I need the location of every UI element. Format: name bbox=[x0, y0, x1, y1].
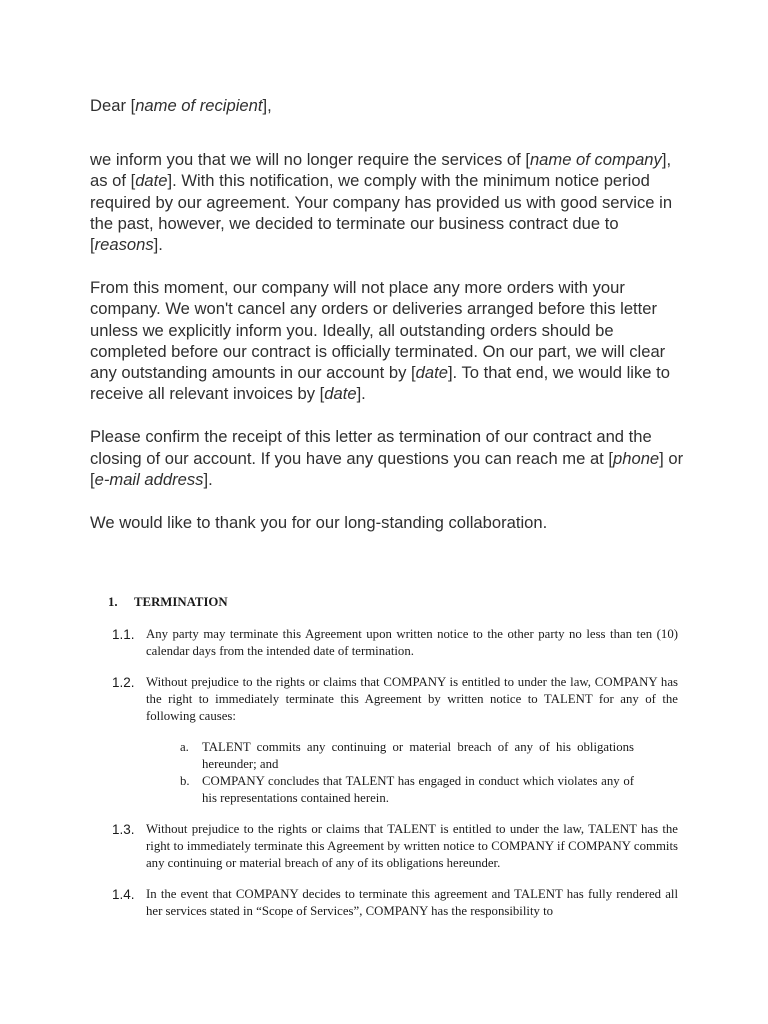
clause-number: 1.4. bbox=[112, 887, 135, 902]
section-number: 1. bbox=[108, 595, 118, 609]
placeholder-field: phone bbox=[613, 448, 660, 468]
text-run: ]. bbox=[203, 469, 213, 489]
clause-1-1 bbox=[108, 626, 678, 660]
text-run: From this moment, our company will not place any more orders with your company. We won't cancel any orders or deliveries arranged before this letter unless we explicitly inform you. Ideally, all outstanding orders should be completed before our contract is officially terminated. On our part, we will clear any outstanding amounts in our account by [ bbox=[90, 278, 666, 383]
list-item-text: COMPANY concludes that TALENT has engaged in conduct which violates any of his representations contained herein. bbox=[202, 774, 634, 805]
list-item-letter: b. bbox=[180, 774, 190, 788]
clause-text: Without prejudice to the rights or claims that TALENT is entitled to under the law, TALENT has the right to immediately terminate this Agreement by written notice to COMPANY if COMPANY commits any continuing or material breach of any of its obligations hereunder. bbox=[146, 822, 678, 870]
clause-number: 1.1. bbox=[112, 627, 135, 642]
termination-causes-list bbox=[108, 739, 678, 807]
list-item bbox=[108, 739, 634, 773]
text-run: we inform you that we will no longer require the services of [ bbox=[90, 150, 530, 170]
letter-paragraph-services bbox=[90, 149, 690, 255]
section-title: TERMINATION bbox=[134, 595, 228, 609]
clause-1-2 bbox=[108, 674, 678, 725]
placeholder-field: reasons bbox=[94, 235, 154, 255]
placeholder-field: name of company bbox=[529, 150, 662, 170]
clause-number: 1.3. bbox=[112, 822, 135, 837]
section-heading bbox=[108, 594, 678, 611]
clause-text: Without prejudice to the rights or claims that COMPANY is entitled to under the law, COMPANY has the right to immediately terminate this Agreement by written notice to TALENT for any of the following causes: bbox=[146, 675, 678, 723]
list-item-text: TALENT commits any continuing or material breach of any of his obligations hereunder; and bbox=[202, 740, 634, 771]
clause-text: In the event that COMPANY decides to terminate this agreement and TALENT has fully rendered all her services stated in “Scope of Services”, COMPANY has the responsibility to bbox=[146, 887, 678, 918]
text-run: Please confirm the receipt of this letter as termination of our contract and the closing of our account. If you have any questions you can reach me at [ bbox=[90, 427, 652, 468]
clause-1-4 bbox=[108, 886, 678, 920]
placeholder-field: e-mail address bbox=[94, 469, 204, 489]
placeholder-field: date bbox=[324, 384, 357, 404]
text-run: ], bbox=[262, 96, 272, 115]
text-run: ]. To that end, we would like to receive all relevant invoices by [ bbox=[90, 363, 670, 404]
placeholder-field: date bbox=[135, 171, 168, 191]
letter-paragraph-orders bbox=[90, 277, 690, 404]
salutation bbox=[90, 95, 690, 116]
letter-body bbox=[90, 95, 690, 533]
list-item bbox=[108, 773, 634, 807]
letter-paragraph-thanks bbox=[90, 512, 690, 533]
list-item-letter: a. bbox=[180, 740, 189, 754]
text-run: ], as of [ bbox=[90, 150, 672, 191]
clause-1-3 bbox=[108, 821, 678, 872]
text-run: ]. bbox=[153, 235, 163, 255]
clause-number: 1.2. bbox=[112, 675, 135, 690]
clause-text: Any party may terminate this Agreement upon written notice to the other party no less than ten (10) calendar days from the intended date of termination. bbox=[146, 627, 678, 658]
placeholder-field: name of recipient bbox=[135, 96, 263, 115]
text-run: ]. With this notification, we comply with the minimum notice period required by our agreement. Your company has provided us with good service in the past, however, we decided to terminate our business contract due to [ bbox=[90, 171, 673, 255]
letter-paragraph-confirm bbox=[90, 426, 690, 490]
placeholder-field: date bbox=[415, 363, 448, 383]
text-run: ]. bbox=[356, 384, 366, 404]
text-run: ] or [ bbox=[90, 448, 684, 489]
text-run: Dear [ bbox=[90, 96, 136, 115]
contract-section bbox=[108, 594, 678, 920]
text-run: We would like to thank you for our long-standing collaboration. bbox=[90, 513, 548, 533]
